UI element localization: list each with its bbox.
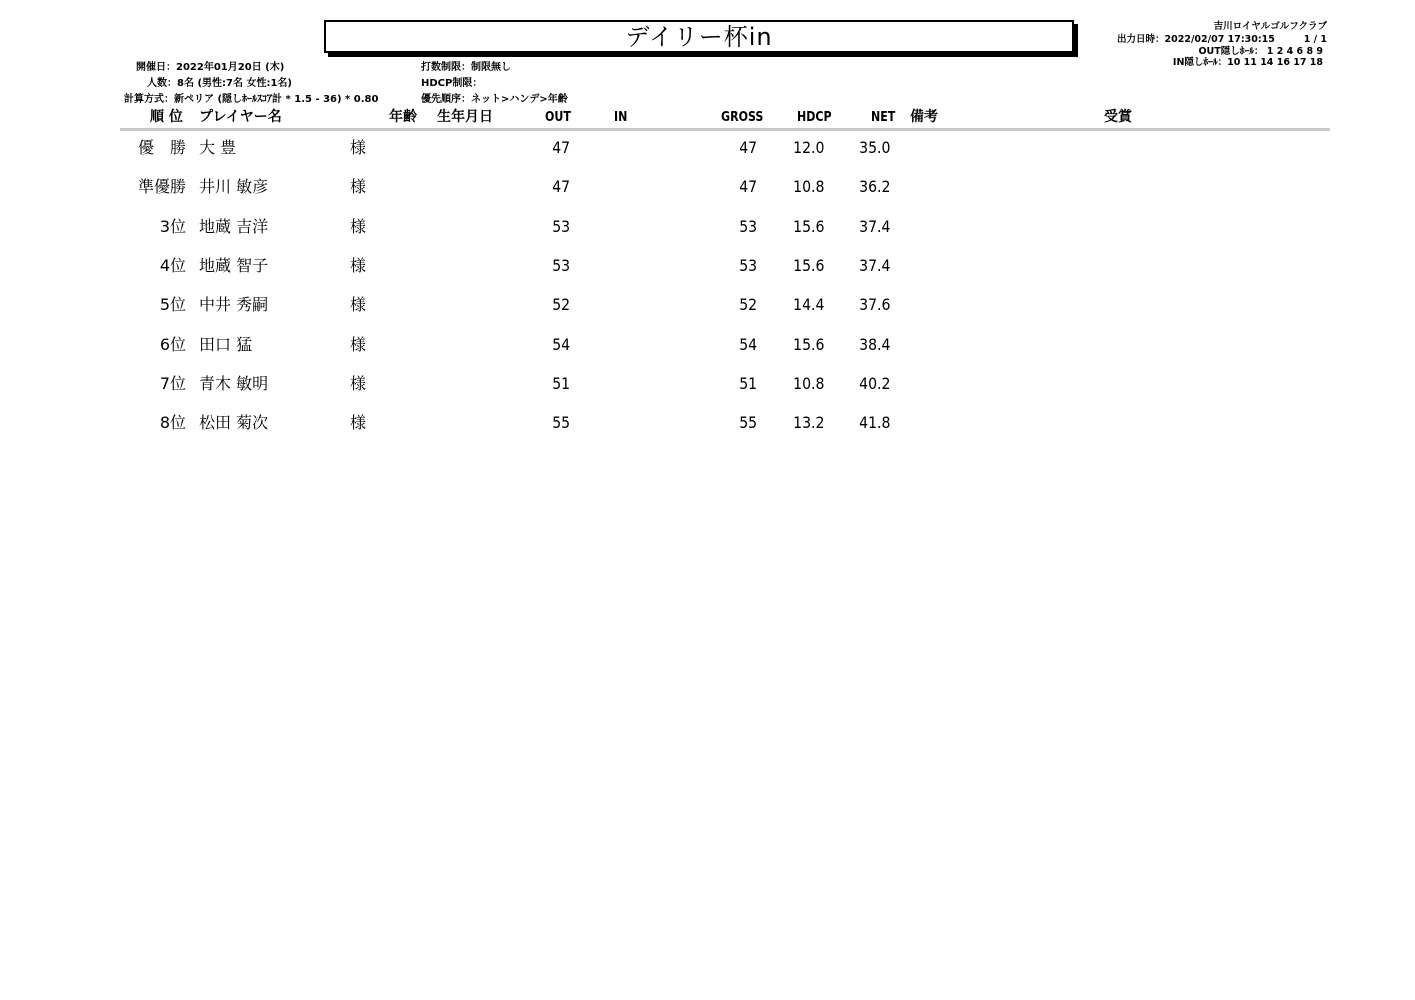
hdcp-cell: 12.0 [793, 138, 825, 157]
col-header-in: IN [614, 110, 628, 125]
out-score-cell: 51 [552, 374, 571, 393]
gross-score-cell: 53 [738, 217, 757, 236]
net-score-cell: 37.6 [859, 295, 891, 314]
out-score-cell: 47 [552, 177, 571, 196]
player-name-cell: 大 豊 [199, 138, 237, 157]
out-score-cell: 53 [552, 217, 571, 236]
out-hidden-holes: OUT隠しﾎｰﾙ： 1 2 4 6 8 9 [1198, 46, 1323, 57]
gross-score-cell: 52 [738, 295, 757, 314]
gross-score-cell: 47 [738, 138, 757, 157]
col-header-rank: 順 位 [150, 109, 183, 125]
rank-cell: 6位 [159, 335, 186, 354]
out-score-cell: 53 [552, 256, 571, 275]
hdcp-cell: 10.8 [793, 374, 825, 393]
in-hidden-holes: IN隠しﾎｰﾙ：10 11 14 16 17 18 [1172, 57, 1323, 68]
player-name-cell: 松田 菊次 [199, 413, 269, 432]
col-header-net: NET [871, 110, 896, 125]
rank-cell: 優 勝 [137, 138, 186, 157]
player-name-cell: 青木 敏明 [199, 374, 269, 393]
hdcp-cell: 13.2 [793, 413, 825, 432]
rank-cell: 4位 [159, 256, 186, 275]
hdcp-limit: HDCP制限： [421, 78, 483, 89]
table-row [0, 335, 1415, 355]
col-header-player: プレイヤー名 [199, 109, 282, 125]
table-row [0, 256, 1415, 276]
out-score-cell: 54 [552, 335, 571, 354]
rank-cell: 8位 [159, 413, 186, 432]
net-score-cell: 38.4 [859, 335, 891, 354]
honorific-cell: 様 [350, 217, 367, 236]
honorific-cell: 様 [350, 177, 367, 196]
rank-cell: 3位 [159, 217, 186, 236]
table-row [0, 138, 1415, 158]
hdcp-cell: 14.4 [793, 295, 825, 314]
player-name-cell: 田口 猛 [199, 335, 253, 354]
stroke-limit: 打数制限：制限無し [421, 62, 511, 73]
player-name-cell: 地蔵 智子 [199, 256, 269, 275]
club-name: 吉川ロイヤルゴルフクラブ [1213, 21, 1327, 32]
rank-cell: 5位 [159, 295, 186, 314]
net-score-cell: 40.2 [859, 374, 891, 393]
col-header-out: OUT [545, 110, 571, 125]
honorific-cell: 様 [350, 256, 367, 275]
participant-count: 人数：8名 (男性:7名 女性:1名) [147, 78, 292, 89]
priority-order: 優先順序：ネット>ハンデ>年齢 [421, 94, 568, 105]
player-name-cell: 地蔵 吉洋 [199, 217, 269, 236]
honorific-cell: 様 [350, 138, 367, 157]
net-score-cell: 41.8 [859, 413, 891, 432]
table-row [0, 177, 1415, 197]
net-score-cell: 35.0 [859, 138, 891, 157]
calculation-method: 計算方式：新ペリア (隠しﾎｰﾙｽｺｱ計 * 1.5 - 36) * 0.80 [124, 94, 379, 105]
col-header-award: 受賞 [1104, 109, 1132, 125]
table-row [0, 374, 1415, 394]
col-header-hdcp: HDCP [797, 110, 832, 125]
header-divider [120, 128, 1330, 131]
gross-score-cell: 51 [738, 374, 757, 393]
net-score-cell: 37.4 [859, 217, 891, 236]
gross-score-cell: 53 [738, 256, 757, 275]
rank-cell: 準優勝 [137, 177, 186, 196]
col-header-remarks: 備考 [910, 109, 938, 125]
gross-score-cell: 47 [738, 177, 757, 196]
event-date: 開催日：2022年01月20日 (木) [136, 62, 285, 73]
col-header-gross: GROSS [721, 110, 764, 125]
hdcp-cell: 15.6 [793, 335, 825, 354]
hdcp-cell: 15.6 [793, 217, 825, 236]
hdcp-cell: 15.6 [793, 256, 825, 275]
rank-cell: 7位 [159, 374, 186, 393]
page-number: 1 / 1 [1303, 34, 1327, 45]
gross-score-cell: 55 [738, 413, 757, 432]
col-header-birthday: 生年月日 [437, 109, 493, 125]
net-score-cell: 36.2 [859, 177, 891, 196]
honorific-cell: 様 [350, 295, 367, 314]
honorific-cell: 様 [350, 413, 367, 432]
player-name-cell: 中井 秀嗣 [199, 295, 269, 314]
col-header-age: 年齢 [389, 109, 417, 125]
table-row [0, 217, 1415, 237]
report-title: デイリー杯in [625, 22, 773, 51]
out-score-cell: 47 [552, 138, 571, 157]
honorific-cell: 様 [350, 335, 367, 354]
player-name-cell: 井川 敏彦 [199, 177, 269, 196]
gross-score-cell: 54 [738, 335, 757, 354]
net-score-cell: 37.4 [859, 256, 891, 275]
table-row [0, 295, 1415, 315]
hdcp-cell: 10.8 [793, 177, 825, 196]
report-title-box [324, 20, 1074, 53]
out-score-cell: 55 [552, 413, 571, 432]
out-score-cell: 52 [552, 295, 571, 314]
honorific-cell: 様 [350, 374, 367, 393]
output-datetime: 出力日時：2022/02/07 17:30:15 [1117, 34, 1275, 45]
table-row [0, 413, 1415, 433]
